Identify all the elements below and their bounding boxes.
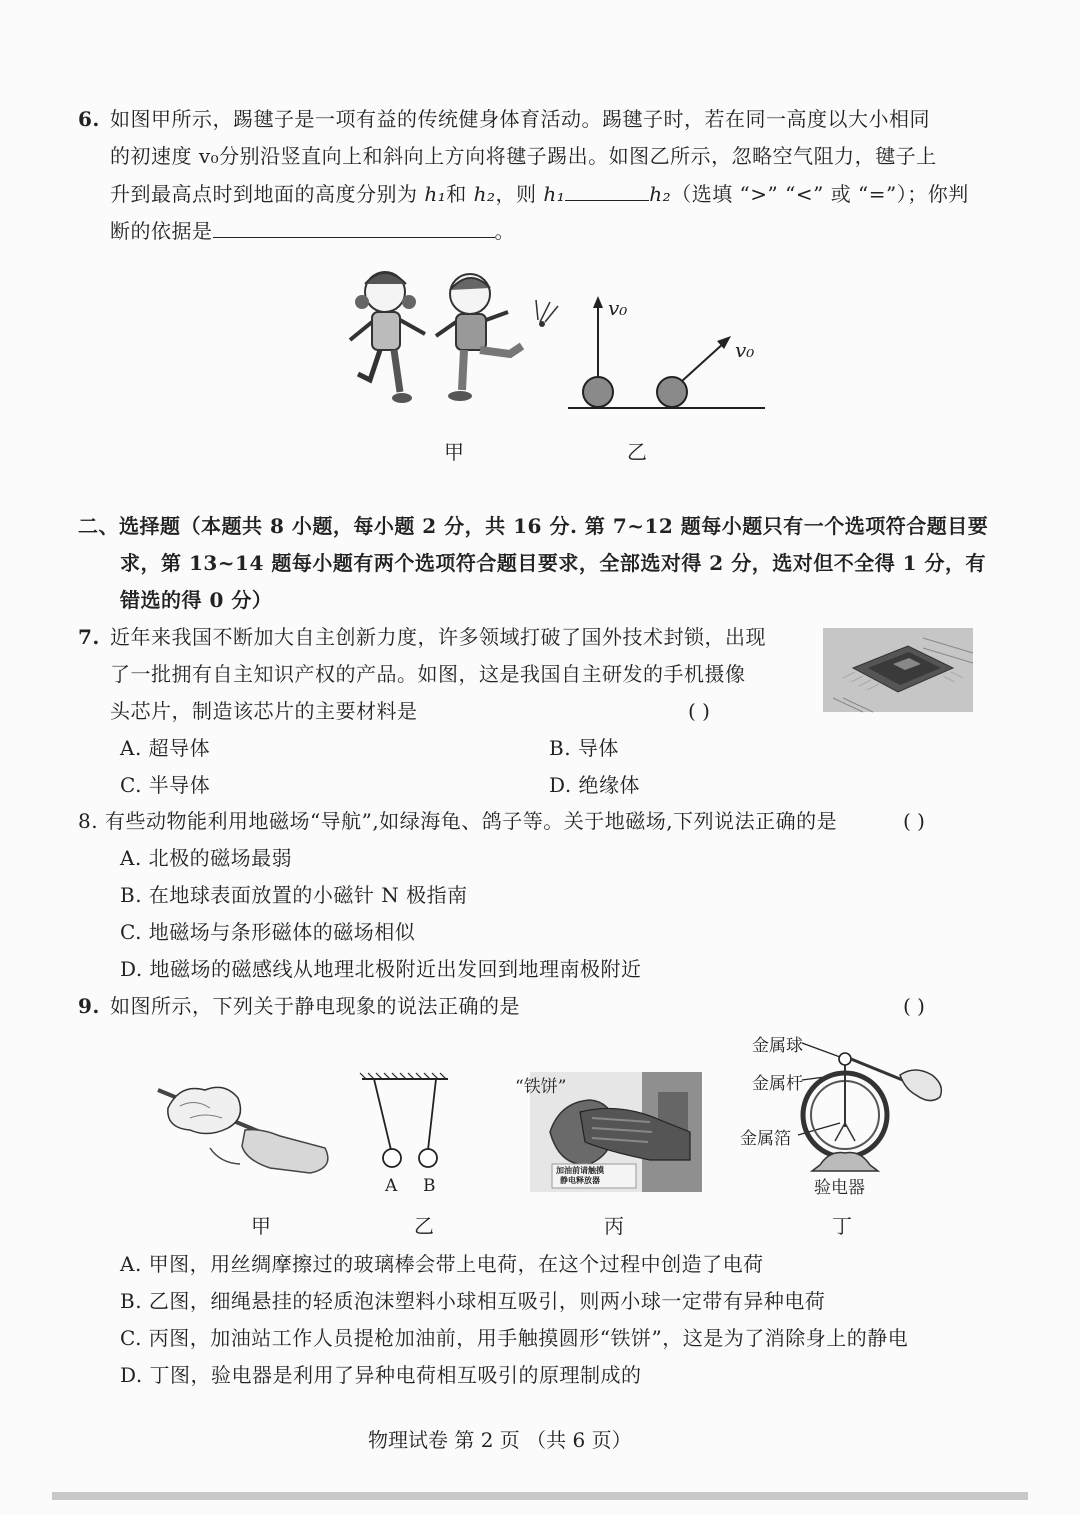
fig6-label-yi: 乙: [627, 440, 647, 464]
section2-header-line3: 错选的得 0 分）: [120, 588, 273, 612]
q7-option-d[interactable]: D. 绝缘体: [549, 773, 641, 797]
q9-stem: 如图所示，下列关于静电现象的说法正确的是: [110, 994, 520, 1018]
q7-line3: 头芯片，制造该芯片的主要材料是: [110, 699, 418, 723]
suspended-balls-diagram: [360, 1073, 450, 1173]
q8-stem: 8. 有些动物能利用地磁场“导航”,如绿海龟、鸽子等。关于地磁场,下列说法正确的是: [78, 809, 838, 833]
kids-kicking-shuttlecock-illustration: [340, 262, 565, 412]
q8-option-b[interactable]: B. 在地球表面放置的小磁针 N 极指南: [120, 883, 468, 907]
page-footer: 物理试卷 第 2 页 （共 6 页）: [368, 1428, 632, 1452]
q7-option-c[interactable]: C. 半导体: [120, 773, 211, 797]
fig9-label-yi: 乙: [414, 1214, 434, 1238]
discharge-sign-line1: 加油前请触摸: [556, 1166, 604, 1175]
bottom-divider: [52, 1492, 1028, 1500]
ball-label-b: B: [423, 1176, 436, 1196]
q8-option-c[interactable]: C. 地磁场与条形磁体的磁场相似: [120, 920, 416, 944]
ball-label-a: A: [385, 1176, 398, 1196]
q6-line2: 的初速度 v₀分别沿竖直向上和斜向上方向将毽子踢出。如图乙所示，忽略空气阻力，毽子上: [110, 144, 937, 168]
q7-line2: 了一批拥有自主知识产权的产品。如图，这是我国自主研发的手机摄像: [110, 662, 746, 686]
section2-header-line1: 二、选择题（本题共 8 小题，每小题 2 分，共 16 分. 第 7~12 题每小题只有一个选项符合题目要: [78, 514, 989, 538]
q7-option-a[interactable]: A. 超导体: [120, 736, 211, 760]
q8-option-d[interactable]: D. 地磁场的磁感线从地理北极附近出发回到地理南极附近: [120, 957, 642, 981]
q9-option-c[interactable]: C. 丙图，加油站工作人员提枪加油前，用手触摸圆形“铁饼”，这是为了消除身上的静电: [120, 1326, 909, 1350]
q7-number: 7.: [78, 625, 100, 649]
section2-header-line2: 求，第 13~14 题每小题有两个选项符合题目要求，全部选对得 2 分，选对但不全得 1 分，有: [120, 551, 987, 575]
q7-answer-paren[interactable]: ( ): [688, 699, 710, 723]
label-metal-ball: 金属球: [752, 1036, 803, 1056]
fig9-label-bing: 丙: [604, 1214, 624, 1238]
q9-number: 9.: [78, 994, 100, 1018]
discharge-sign-line2: 静电释放器: [560, 1176, 600, 1185]
q6-line1: 如图甲所示，踢毽子是一项有益的传统健身体育活动。踢毽子时，若在同一高度以大小相同: [110, 107, 930, 131]
q6-line4: 断的依据是 。: [110, 215, 515, 246]
q8-answer-paren[interactable]: ( ): [903, 809, 925, 833]
q9-answer-paren[interactable]: ( ): [903, 994, 925, 1018]
tiebing-label: “铁饼”: [515, 1077, 567, 1097]
label-metal-rod: 金属杆: [752, 1074, 803, 1094]
q8-option-a[interactable]: A. 北极的磁场最弱: [120, 846, 293, 870]
q6-line3: 升到最高点时到地面的高度分别为 h₁和 h₂，则 h₁ h₂（选填 “>” “<” 或 “=”）；你判: [110, 178, 969, 209]
label-metal-foil: 金属箔: [740, 1129, 791, 1149]
fig9-label-ding: 丁: [832, 1214, 852, 1238]
q9-option-b[interactable]: B. 乙图，细绳悬挂的轻质泡沫塑料小球相互吸引，则两小球一定带有异种电荷: [120, 1289, 826, 1313]
silk-rubbing-rod-illustration: [150, 1068, 340, 1178]
v0-label-oblique: v₀: [735, 338, 755, 362]
q9-option-d[interactable]: D. 丁图，验电器是利用了异种电荷相互吸引的原理制成的: [120, 1363, 642, 1387]
q9-option-a[interactable]: A. 甲图，用丝绸摩擦过的玻璃棒会带上电荷，在这个过程中创造了电荷: [120, 1252, 764, 1276]
q7-option-b[interactable]: B. 导体: [549, 736, 619, 760]
label-electroscope: 验电器: [814, 1178, 865, 1198]
q6-blank-reason[interactable]: [213, 215, 495, 238]
fig9-label-jia: 甲: [251, 1214, 271, 1238]
fig6-label-jia: 甲: [444, 440, 464, 464]
q6-blank-compare[interactable]: [565, 178, 649, 201]
q7-line1: 近年来我国不断加大自主创新力度，许多领域打破了国外技术封锁，出现: [110, 625, 766, 649]
chip-photo: [823, 628, 973, 712]
v0-label-vertical: v₀: [608, 296, 628, 320]
q6-number: 6.: [78, 107, 100, 131]
